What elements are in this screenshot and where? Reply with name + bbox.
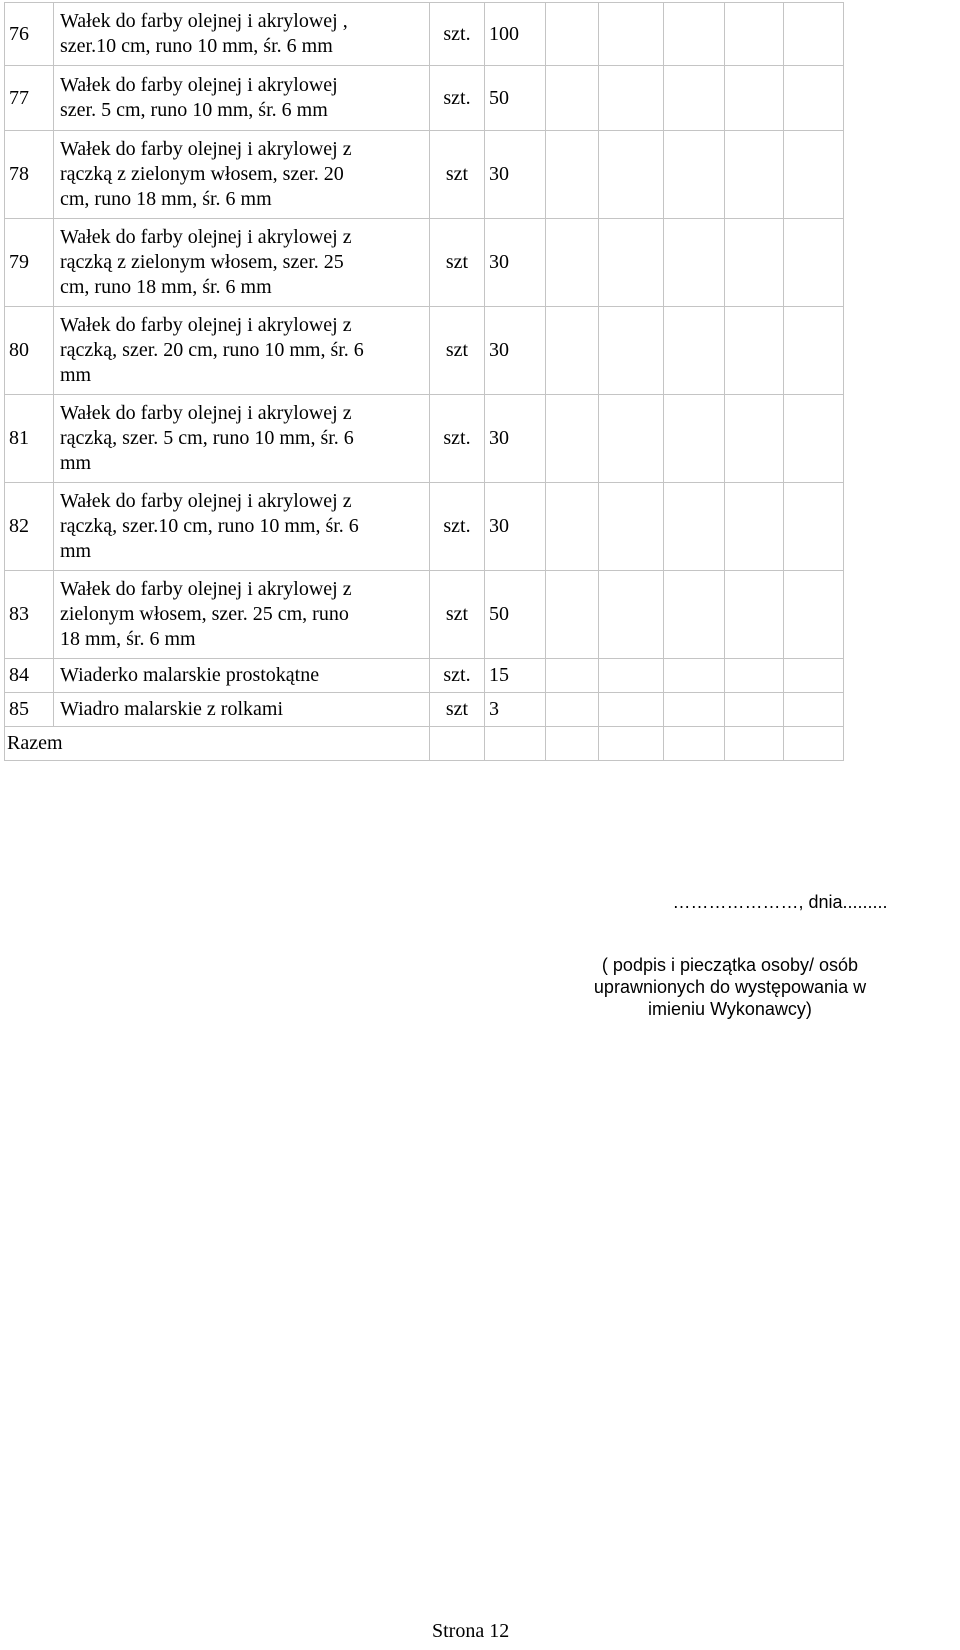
total-extra-cell — [784, 727, 844, 761]
item-quantity: 15 — [485, 659, 546, 693]
item-description-line: cm, runo 18 mm, śr. 6 mm — [60, 188, 272, 210]
row-number: 85 — [5, 693, 54, 727]
item-quantity: 50 — [485, 66, 546, 131]
item-description-line: rączką, szer.10 cm, runo 10 mm, śr. 6 — [60, 515, 359, 537]
item-description-line: mm — [60, 364, 92, 386]
item-quantity: 100 — [485, 3, 546, 66]
row-number: 82 — [5, 483, 54, 571]
row-number: 78 — [5, 131, 54, 219]
item-description — [54, 307, 430, 395]
extra-cell — [784, 307, 844, 395]
price-cell — [546, 131, 599, 219]
value-cell — [599, 571, 664, 659]
price-cell — [546, 693, 599, 727]
gross-cell — [725, 131, 784, 219]
item-unit: szt — [430, 307, 485, 395]
extra-cell — [784, 483, 844, 571]
item-unit: szt. — [430, 483, 485, 571]
price-cell — [546, 66, 599, 131]
vat-cell — [664, 395, 725, 483]
total-row — [5, 727, 844, 761]
table-row — [5, 693, 844, 727]
item-description — [54, 659, 430, 693]
gross-cell — [725, 66, 784, 131]
row-number: 79 — [5, 219, 54, 307]
signature-caption-line: uprawnionych do występowania w — [593, 977, 867, 997]
gross-cell — [725, 307, 784, 395]
price-table-body — [5, 3, 844, 761]
gross-cell — [725, 571, 784, 659]
item-description-line: rączką z zielonym włosem, szer. 25 — [60, 251, 344, 273]
gross-cell — [725, 395, 784, 483]
vat-cell — [664, 3, 725, 66]
extra-cell — [784, 3, 844, 66]
extra-cell — [784, 66, 844, 131]
item-description — [54, 66, 430, 131]
table-row — [5, 131, 844, 219]
total-unit-cell — [430, 727, 485, 761]
signature-caption-line: ( podpis i pieczątka osoby/ osób — [601, 955, 859, 975]
price-cell — [546, 219, 599, 307]
price-table — [4, 2, 844, 761]
price-cell — [546, 395, 599, 483]
item-description — [54, 571, 430, 659]
value-cell — [599, 3, 664, 66]
item-quantity: 3 — [485, 693, 546, 727]
item-description-line: Wałek do farby olejnej i akrylowej — [60, 74, 338, 96]
gross-cell — [725, 659, 784, 693]
item-description-line: cm, runo 18 mm, śr. 6 mm — [60, 276, 272, 298]
item-description-line: Wałek do farby olejnej i akrylowej , — [60, 10, 348, 32]
item-description-line: zielonym włosem, szer. 25 cm, runo — [60, 603, 349, 625]
item-description-line: mm — [60, 540, 92, 562]
item-description-line: Wałek do farby olejnej i akrylowej z — [60, 314, 352, 336]
item-quantity: 30 — [485, 131, 546, 219]
price-cell — [546, 483, 599, 571]
item-description-line: rączką, szer. 5 cm, runo 10 mm, śr. 6 — [60, 427, 354, 449]
extra-cell — [784, 395, 844, 483]
item-description-line: Wałek do farby olejnej i akrylowej z — [60, 402, 352, 424]
value-cell — [599, 659, 664, 693]
item-quantity: 30 — [485, 219, 546, 307]
item-description — [54, 219, 430, 307]
extra-cell — [784, 571, 844, 659]
item-description — [54, 483, 430, 571]
item-description-line: rączką z zielonym włosem, szer. 20 — [60, 163, 344, 185]
signature-caption — [582, 954, 878, 1020]
vat-cell — [664, 483, 725, 571]
table-row — [5, 3, 844, 66]
table-row — [5, 66, 844, 131]
item-description-line: Wałek do farby olejnej i akrylowej z — [60, 138, 352, 160]
row-number: 81 — [5, 395, 54, 483]
item-unit: szt. — [430, 66, 485, 131]
vat-cell — [664, 659, 725, 693]
extra-cell — [784, 693, 844, 727]
total-vat-cell — [664, 727, 725, 761]
item-quantity: 30 — [485, 395, 546, 483]
value-cell — [599, 483, 664, 571]
table-row — [5, 571, 844, 659]
item-unit: szt — [430, 571, 485, 659]
price-cell — [546, 3, 599, 66]
item-description-line: Wiadro malarskie z rolkami — [60, 698, 283, 720]
item-unit: szt — [430, 219, 485, 307]
value-cell — [599, 66, 664, 131]
item-description-line: szer. 5 cm, runo 10 mm, śr. 6 mm — [60, 99, 328, 121]
total-qty-cell — [485, 727, 546, 761]
item-description-line: mm — [60, 452, 92, 474]
vat-cell — [664, 307, 725, 395]
total-value-cell — [599, 727, 664, 761]
row-number: 80 — [5, 307, 54, 395]
page-number: Strona 12 — [432, 1620, 510, 1642]
item-description — [54, 693, 430, 727]
vat-cell — [664, 219, 725, 307]
vat-cell — [664, 571, 725, 659]
table-row — [5, 395, 844, 483]
value-cell — [599, 693, 664, 727]
item-description-line: 18 mm, śr. 6 mm — [60, 628, 196, 650]
item-quantity: 30 — [485, 483, 546, 571]
vat-cell — [664, 693, 725, 727]
total-price-cell — [546, 727, 599, 761]
vat-cell — [664, 66, 725, 131]
vat-cell — [664, 131, 725, 219]
item-description — [54, 395, 430, 483]
item-unit: szt. — [430, 395, 485, 483]
value-cell — [599, 131, 664, 219]
row-number: 83 — [5, 571, 54, 659]
table-row — [5, 219, 844, 307]
item-unit: szt — [430, 131, 485, 219]
extra-cell — [784, 131, 844, 219]
price-cell — [546, 571, 599, 659]
table-row — [5, 659, 844, 693]
total-label: Razem — [5, 727, 430, 761]
item-description-line: Wałek do farby olejnej i akrylowej z — [60, 226, 352, 248]
row-number: 77 — [5, 66, 54, 131]
row-number: 76 — [5, 3, 54, 66]
price-cell — [546, 307, 599, 395]
extra-cell — [784, 659, 844, 693]
signature-caption-line: imieniu Wykonawcy) — [648, 999, 812, 1019]
gross-cell — [725, 219, 784, 307]
item-unit: szt. — [430, 3, 485, 66]
item-description-line: Wałek do farby olejnej i akrylowej z — [60, 578, 352, 600]
item-description-line: Wałek do farby olejnej i akrylowej z — [60, 490, 352, 512]
item-unit: szt. — [430, 659, 485, 693]
row-number: 84 — [5, 659, 54, 693]
value-cell — [599, 219, 664, 307]
item-description — [54, 131, 430, 219]
item-quantity: 30 — [485, 307, 546, 395]
extra-cell — [784, 219, 844, 307]
date-line: …………………, dnia......... — [672, 892, 888, 912]
gross-cell — [725, 693, 784, 727]
item-description-line: szer.10 cm, runo 10 mm, śr. 6 mm — [60, 35, 333, 57]
item-quantity: 50 — [485, 571, 546, 659]
total-gross-cell — [725, 727, 784, 761]
item-description-line: rączką, szer. 20 cm, runo 10 mm, śr. 6 — [60, 339, 364, 361]
value-cell — [599, 395, 664, 483]
table-row — [5, 307, 844, 395]
gross-cell — [725, 483, 784, 571]
item-description — [54, 3, 430, 66]
item-unit: szt — [430, 693, 485, 727]
gross-cell — [725, 3, 784, 66]
item-description-line: Wiaderko malarskie prostokątne — [60, 664, 320, 686]
price-cell — [546, 659, 599, 693]
value-cell — [599, 307, 664, 395]
table-row — [5, 483, 844, 571]
